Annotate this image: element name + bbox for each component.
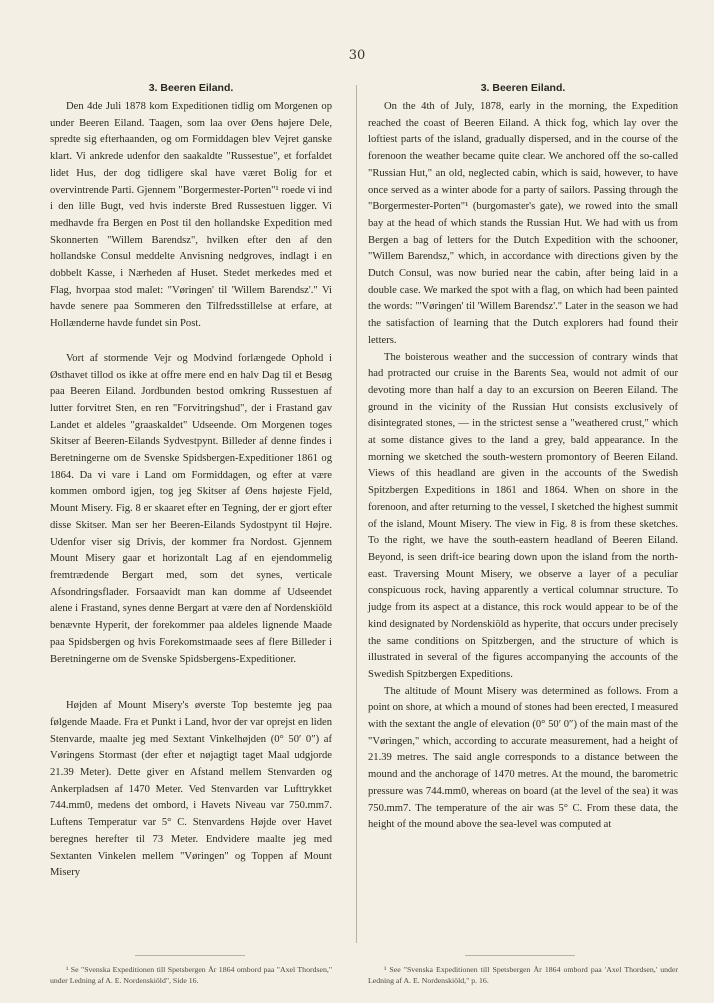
section-heading-english: 3. Beeren Eiland. [480,82,566,94]
footnote-text: ¹ Se "Svenska Expeditionen till Spetsbergen År 1864 ombord paa "Axel Thordsen," under Ledning af A. E. Nordenskiöld", Side 16. [50,965,332,985]
paragraph: Vort af stormende Vejr og Modvind forlængede Ophold i Østhavet tillod os ikke at offre mere end en halv Dag til et Besøg paa Beeren Eiland. Jordbunden bestod omkring Russestuen af lutter forvitret Sten, en ren "Forvitringshud", der i Frastand gav Landet et aldeles "graaskaldet" Udseende. Om Morgenen toges Skitser af Beeren-Eilands Sydvestpynt. Billeder af denne findes i Beretningerne om de Svenske Spidsbergen-Expeditioner 1861 og 1864. Da vi vare i Land om Formiddagen, og efter at være kommen ombord igjen, tog jeg Skitser af Øens højeste Fjeld, Mount Misery. Fig. 8 er skaaret efter en Tegning, der er gjort efter disse Skitser. Man ser her Beeren-Eilands Sydostpynt til Højre. Udenfor viser sig Drivis, der kommer fra Nordost. Gjennem Mount Misery gaar et horizontalt Lag af en ejendommelig fremtrædende Bergart med, som det synes, verticale Afsondringsflader. Forsaavidt man kan domme af Udseendet alene i Frastand, synes denne Bergart at være den af Nordenskiöld benævnte Hyperit, der forekommer paa aldeles lignende Maade paa Spidsbergen og hvis Forekomstmaade sees af flere Billeder i Beretningerne om de Svenske Spidsbergens-Expeditioner. [50,352,332,665]
paragraph: Den 4de Juli 1878 kom Expeditionen tidlig om Morgenen op under Beeren Eiland. Taagen, som laa over Øens højere Dele, spredte sig efterhaanden, og om Formiddagen blev Vejret ganske klart. Vi ankrede udenfor den saakaldte "Russestue", et forfaldet lidet Hus, der dog tidligere skal have været Bolig for et overvintrende Parti. Gjennem "Borgermester-Porten"¹ roede vi ind i den lille Bugt, ved hvis inderste Bred Russestuen ligger. Vi medhavde fra Bergen en Post til den hollandske Expedition med Skonnerten "Willem Barendsz", hvilken efter den af den hollandske Consul meddelte Anvisning nedgroves, indlagt i en dobbelt Kasse, i Nærheden af Huset. Stedet merkedes med et Flag, hvorpaa stod malet: "Vøringen' til 'Willem Barendsz'." Vi havde senere paa Sommeren den Tilfredsstillelse at erfare, at Hollænderne havde fundet sin Post. [50,101,332,330]
norwegian-column [50,80,332,882]
section-heading-norwegian: 3. Beeren Eiland. [148,82,234,94]
footnote-english [368,964,678,986]
paragraph: The boisterous weather and the succession of contrary winds that had protracted our cruise in the Barents Sea, would not admit of our devoting more than half a day to an excursion on Beeren Eiland. The ground in the vicinity of the Russian Hut consists exclusively of disintegrated stones, — in the strictest sense a "weathered crust," which at some distance gives to the land a grey, bald appearance. In the morning we sketched the south-western promontory of Beeren Eiland. Views of this headland are given in the accounts of the Swedish Spitzbergen Expeditions in 1861 and 1864. When on shore in the forenoon, and after returning to the vessel, I sketched the highest summit of the island, Mount Misery. The view in Fig. 8 is from these sketches. To the right, we have the south-eastern headland of Beeren Eiland. Beyond, is seen drift-ice bearing down upon the island from the north-east. Traversing Mount Misery, we observe a layer of a peculiar conspicuous rock, having apparently a vertical columnar structure. To judge from its aspect at a distance, this rock would appear to be of the kind designated by Nordenskiöld as hyperite, that occurs under precisely the same conditions on Spitzbergen, and the structure of which is illustrated in several of the figures accompanying the accounts of the Swedish Spitzbergen Expeditions. [368,351,678,680]
paragraph: The altitude of Mount Misery was determined as follows. From a point on shore, at which a mound of stones had been erected, I measured with the sextant the angle of elevation (0° 50′ 0″) of the main mast of the "Vøringen," which, according to accurate measurement, had a height of 21.39 metres. The said angle corresponds to a distance between the mound and the anchorage of 1470 metres. At the mound, the barometric pressure was 744.mm0, whereas on board (at the level of the sea) it was 750.mm7. The temperature of the air was 5° C. From these data, the height of the mound above the sea-level was computed at [368,685,678,831]
footnote-text: ¹ See "Svenska Expeditionen till Spetsbergen År 1864 ombord paa 'Axel Thordsen,' under Ledning af A. E. Nordenskiöld," p. 16. [368,965,678,985]
footnote-rule [465,955,575,956]
english-column [368,80,678,834]
paragraph: On the 4th of July, 1878, early in the morning, the Expedition reached the coast of Beeren Eiland. A thick fog, which lay over the loftiest parts of the island, gradually dispersed, and in the course of the forenoon the weather became quite clear. We anchored off the so-called "Russian Hut," an old, neglected cabin, which is said, however, to have once served as a winter abode for a party of sailors. Passing through the "Borgermester-Porten"¹ (burgomaster's gate), we rowed into the small bay at the head of which stands the Russian Hut. We had with us from Bergen a bag of letters for the Dutch Expedition with the schooner, "Willem Barendsz," which, in accordance with directions given by the Dutch Consul, was now buried near the cabin, after being laid in a double case. We marked the spot with a flag, on which had been painted the words: "'Vøringen' til 'Willem Barendsz'." Later in the season we had the satisfaction of learning that the Dutch explorers had found their letters. [368,101,678,346]
page-number: 30 [348,48,366,63]
column-divider [356,85,357,943]
footnote-rule [135,955,245,956]
paragraph: Højden af Mount Misery's øverste Top bestemte jeg paa følgende Maade. Fra et Punkt i Land, hvor der var oprejst en liden Stenvarde, maalte jeg med Sextant Vinkelhøjden (0° 50′ 0″) af Vøringens Stormast (der efter et nøjagtigt taget Maal udgjorde 21.39 Meter). Dette giver en Afstand mellem Stenvarden og Ankerpladsen af 1470 Meter. Ved Stenvarden var Lufttrykket 744.mm0, medens det ombord, i Havets Niveau var 750.mm7. Luftens Temperatur var 5° C. Stenvardens Højde over Havet beregnes herefter til 73 Meter. Endvidere maalte jeg med Sextanten Vinkelen mellem "Vøringen" og Toppen af Mount Misery [50,700,332,879]
footnote-norwegian [50,964,332,986]
